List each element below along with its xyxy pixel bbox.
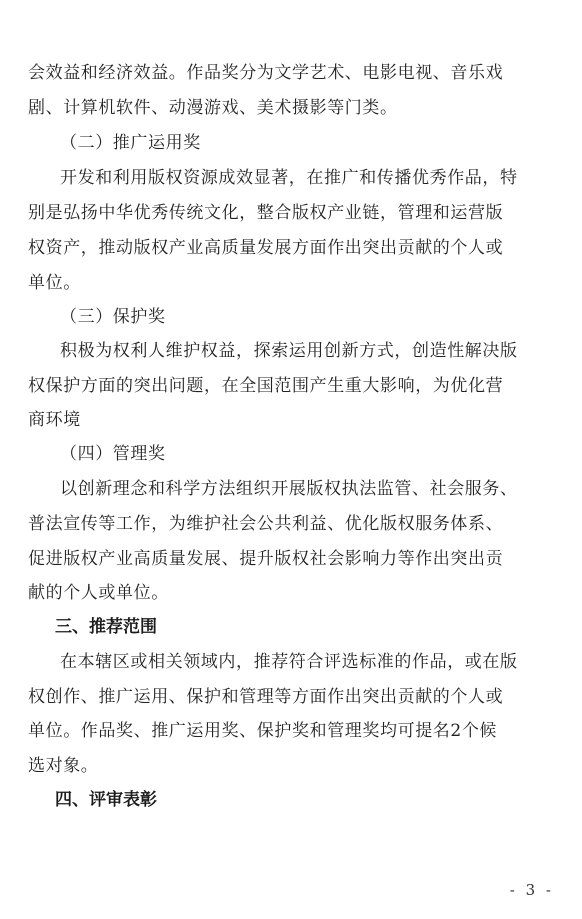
- text-line: 选对象。: [28, 756, 99, 776]
- text-line: 开发和利用版权资源成效显著，在推广和传播优秀作品，特: [60, 168, 518, 188]
- text-line: 单位。: [28, 273, 81, 293]
- text-line: 积极为权利人维护权益，探索运用创新方式，创造性解决版: [60, 341, 518, 361]
- page-number: - 3 -: [509, 881, 554, 899]
- text-line: 剧、计算机软件、动漫游戏、美术摄影等门类。: [28, 98, 398, 118]
- text-line: 会效益和经济效益。作品奖分为文学艺术、电影电视、音乐戏: [28, 63, 504, 83]
- subheading-promotion-award: （二）推广运用奖: [60, 133, 201, 153]
- text-line: 献的个人或单位。: [28, 583, 169, 603]
- text-line: 权保护方面的突出问题，在全国范围产生重大影响，为优化营: [28, 376, 504, 396]
- subheading-protection-award: （三）保护奖: [60, 307, 166, 327]
- text-line: 权资产，推动版权产业高质量发展方面作出突出贡献的个人或: [28, 238, 504, 258]
- text-line: 促进版权产业高质量发展、提升版权社会影响力等作出突出贡: [28, 549, 504, 569]
- text-line: 在本辖区或相关领域内，推荐符合评选标准的作品，或在版: [60, 652, 518, 672]
- subheading-management-award: （四）管理奖: [60, 444, 166, 464]
- text-line: 普法宣传等工作，为维护社会公共利益、优化版权服务体系、: [28, 514, 504, 534]
- section-heading-scope: 三、推荐范围: [55, 617, 157, 637]
- section-heading-review: 四、评审表彰: [55, 790, 157, 810]
- text-line: 以创新理念和科学方法组织开展版权执法监管、社会服务、: [60, 479, 518, 499]
- text-line: 商环境: [28, 410, 81, 430]
- text-line: 权创作、推广运用、保护和管理等方面作出突出贡献的个人或: [28, 687, 504, 707]
- text-line: 单位。作品奖、推广运用奖、保护奖和管理奖均可提名2个候: [28, 721, 498, 741]
- text-line: 别是弘扬中华优秀传统文化，整合版权产业链，管理和运营版: [28, 203, 504, 223]
